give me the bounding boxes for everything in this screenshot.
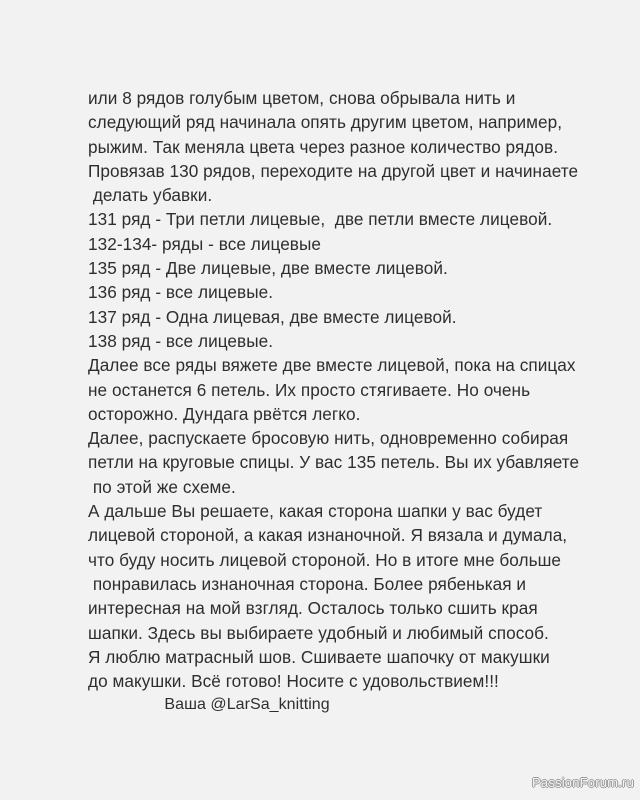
text-line: Далее все ряды вяжете две вместе лицевой, пока на спицах <box>88 355 576 376</box>
row-instruction-138: 138 ряд - все лицевые. <box>88 330 274 351</box>
text-line: интересная на мой взгляд. Осталось только сшить края <box>88 598 538 619</box>
text-line: до макушки. Всё готово! Носите с удовольствием!!! <box>88 671 499 692</box>
text-line: шапки. Здесь вы выбираете удобный и любимый способ. <box>88 622 549 643</box>
text-line: или 8 рядов голубым цветом, снова обрывала нить и <box>88 88 516 108</box>
text-line: делать убавки. <box>88 185 213 206</box>
author-signature: Ваша @LarSa_knitting <box>88 696 330 714</box>
text-line: рыжим. Так меняла цвета через разное количество рядов. <box>88 136 559 157</box>
text-line: следующий ряд начинала опять другим цветом, например, <box>88 112 563 133</box>
row-instruction-135: 135 ряд - Две лицевые, две вместе лицевой. <box>88 258 448 279</box>
text-line: Далее, распускаете бросовую нить, одновременно собирая <box>88 428 569 449</box>
text-line: что буду носить лицевой стороной. Но в итоге мне больше <box>88 549 562 570</box>
text-line: не останется 6 петель. Их просто стягиваете. Но очень <box>88 379 531 400</box>
site-watermark: PassionForum.ru <box>532 775 634 790</box>
text-line: лицевой стороной, а какая изнаночной. Я вязала и думала, <box>88 525 568 546</box>
document-body <box>88 86 640 718</box>
row-instruction-132-134: 132-134- ряды - все лицевые <box>88 233 322 254</box>
row-instruction-136: 136 ряд - все лицевые. <box>88 282 274 303</box>
text-line: осторожно. Дундага рвётся легко. <box>88 403 361 424</box>
text-line: Провязав 130 рядов, переходите на другой цвет и начинаете <box>88 160 579 181</box>
row-instruction-131: 131 ряд - Три петли лицевые, две петли вместе лицевой. <box>88 209 553 230</box>
text-line: понравилась изнаночная сторона. Более рябенькая и <box>88 573 527 594</box>
text-line: петли на круговые спицы. У вас 135 петель. Вы их убавляете <box>88 452 580 473</box>
text-line: Я люблю матрасный шов. Сшиваете шапочку от макушки <box>88 646 550 667</box>
text-line: по этой же схеме. <box>88 476 236 497</box>
row-instruction-137: 137 ряд - Одна лицевая, две вместе лицевой. <box>88 306 457 327</box>
text-line: А дальше Вы решаете, какая сторона шапки у вас будет <box>88 501 543 522</box>
